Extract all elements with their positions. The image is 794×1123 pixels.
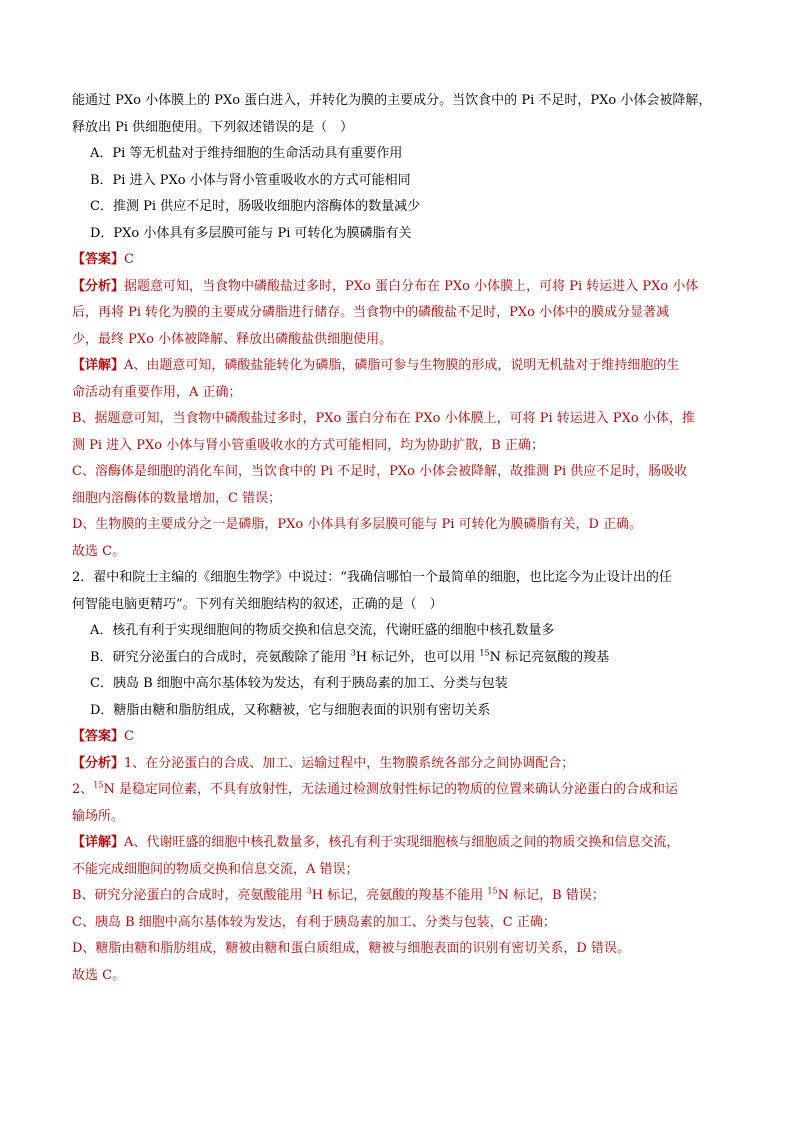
q1-stem-line-1: 能通过 PXo 小体膜上的 PXo 蛋白进入，并转化为膜的主要成分。当饮食中的 Pi 不足时，PXo 小体会被降解， bbox=[72, 93, 712, 108]
q2-option-a: A．核孔有利于实现细胞间的物质交换和信息交流，代谢旺盛的细胞中核孔数量多 bbox=[90, 623, 555, 638]
q2-analysis-2-pre: 2、 bbox=[72, 782, 94, 797]
q2-option-b-mid: H 标记外，也可以用 bbox=[355, 649, 480, 665]
q1-detail-line-1 bbox=[72, 353, 732, 380]
q2-analysis-line-3: 输场所。 bbox=[72, 808, 125, 824]
q2-detail-3-sup-15: 15 bbox=[487, 886, 498, 896]
q2-answer-tag: 【答案】 bbox=[72, 729, 125, 744]
q1-detail-line-6: 细胞内溶酶体的数量增加，C 错误； bbox=[72, 490, 282, 506]
document-page bbox=[72, 88, 732, 989]
q1-analysis-tag: 【分析】 bbox=[72, 278, 125, 294]
q1-analysis-line-3: 少，最终 PXo 小体被降解、释放出磷酸盐供细胞使用。 bbox=[72, 331, 393, 347]
q2-analysis-2-post: N 是稳定同位素，不具有放射性，无法通过检测放射性标记的物质的位置来确认分泌蛋白的合成和运 bbox=[103, 782, 678, 797]
q2-option-b-sup-15: 15 bbox=[479, 648, 490, 658]
q1-stem-line-2: 释放出 Pi 供细胞使用。下列叙述错误的是（ ） bbox=[72, 119, 354, 135]
q1-option-b: B．Pi 进入 PXo 小体与肾小管重吸收水的方式可能相同 bbox=[90, 172, 411, 188]
q2-option-b-pre: B．研究分泌蛋白的合成时，亮氨酸除了能用 bbox=[90, 649, 351, 665]
q2-detail-text-1: A、代谢旺盛的细胞中核孔数量多，核孔有利于实现细胞核与细胞质之间的物质交换和信息交流， bbox=[124, 835, 680, 850]
q1-analysis-line-1 bbox=[72, 274, 732, 301]
q2-analysis-line-2 bbox=[72, 777, 732, 804]
q2-detail-line-3 bbox=[72, 883, 732, 910]
q2-option-b-post: N 标记亮氨酸的羧基 bbox=[489, 649, 610, 665]
q2-detail-3-post: N 标记，B 错误； bbox=[497, 888, 605, 903]
q2-analysis-line-1 bbox=[72, 751, 732, 778]
q1-detail-line-2: 命活动有重要作用，A 正确； bbox=[72, 384, 242, 400]
q2-detail-3-mid: H 标记，亮氨酸的羧基不能用 bbox=[311, 888, 488, 903]
q2-option-b-sup-3: 3 bbox=[350, 648, 356, 658]
q1-option-c: C．推测 Pi 供应不足时，肠吸收细胞内溶酶体的数量减少 bbox=[90, 199, 421, 214]
q1-detail-line-7: D、生物膜的主要成分之一是磷脂，PXo 小体具有多层膜可能与 Pi 可转化为膜磷脂有关，D 正确。 bbox=[72, 517, 643, 532]
q2-detail-line-1 bbox=[72, 830, 732, 857]
q1-detail-line-5: C、溶酶体是细胞的消化车间，当饮食中的 Pi 不足时，PXo 小体会被降解，故推测 Pi 供应不足时，肠吸收 bbox=[72, 464, 688, 479]
q2-answer bbox=[72, 724, 732, 751]
q1-detail-line-8: 故选 C。 bbox=[72, 543, 126, 559]
q2-detail-line-2: 不能完成细胞间的物质交换和信息交流，A 错误； bbox=[72, 861, 359, 877]
q1-detail-line-4: 测 Pi 进入 PXo 小体与肾小管重吸收水的方式可能相同，均为协助扩散，B 正确； bbox=[72, 437, 544, 453]
q1-detail-tag: 【详解】 bbox=[72, 358, 125, 373]
q2-option-c: C．胰岛 B 细胞中高尔基体较为发达，有利于胰岛素的加工、分类与包装 bbox=[90, 676, 508, 691]
q1-answer bbox=[72, 247, 732, 274]
q2-detail-line-5: D、糖脂由糖和脂肪组成，糖被由糖和蛋白质组成，糖被与细胞表面的识别有密切关系，D 错误。 bbox=[72, 941, 630, 956]
q2-detail-tag: 【详解】 bbox=[72, 835, 125, 850]
q2-detail-3-pre: B、研究分泌蛋白的合成时，亮氨酸能用 bbox=[72, 888, 307, 903]
q1-option-d: D．PXo 小体具有多层膜可能与 Pi 可转化为膜磷脂有关 bbox=[90, 225, 412, 241]
q2-stem-line-2: 何智能电脑更精巧”。下列有关细胞结构的叙述，正确的是（ ） bbox=[72, 596, 443, 612]
q1-detail-text-1: A、由题意可知，磷酸盐能转化为磷脂，磷脂可参与生物膜的形成，说明无机盐对于维持细胞的生 bbox=[124, 358, 680, 373]
q2-detail-line-4: C、胰岛 B 细胞中高尔基体较为发达，有利于胰岛素的加工、分类与包装，C 正确； bbox=[72, 914, 556, 930]
q2-detail-line-6: 故选 C。 bbox=[72, 967, 126, 983]
q1-option-a: A．Pi 等无机盐对于维持细胞的生命活动具有重要作用 bbox=[90, 146, 403, 161]
q2-option-d: D．糖脂由糖和脂肪组成，又称糖被，它与细胞表面的识别有密切关系 bbox=[90, 702, 491, 718]
q2-analysis-2-sup: 15 bbox=[93, 780, 104, 790]
q2-answer-value: C bbox=[124, 729, 134, 744]
q1-answer-value: C bbox=[124, 252, 134, 267]
q1-analysis-line-2: 后，再将 Pi 转化为膜的主要成分磷脂进行储存。当食物中的磷酸盐不足时，PXo 小体中的膜成分显著减 bbox=[72, 305, 670, 320]
q1-analysis-text-1: 据题意可知，当食物中磷酸盐过多时，PXo 蛋白分布在 PXo 小体膜上，可将 Pi 转运进入 PXo 小体 bbox=[124, 278, 699, 294]
q1-detail-line-3: B、据题意可知，当食物中磷酸盐过多时，PXo 蛋白分布在 PXo 小体膜上，可将 Pi 转运进入 PXo 小体，推 bbox=[72, 411, 695, 426]
q2-option-b bbox=[72, 645, 732, 672]
q2-analysis-tag: 【分析】 bbox=[72, 755, 125, 771]
q1-answer-tag: 【答案】 bbox=[72, 252, 125, 267]
q2-detail-3-sup-3: 3 bbox=[306, 886, 312, 896]
q2-stem-line-1: 2．翟中和院士主编的《细胞生物学》中说过：“我确信哪怕一个最简单的细胞，也比迄今为止设计出的任 bbox=[72, 570, 672, 585]
q2-analysis-text-1: 1、在分泌蛋白的合成、加工、运输过程中，生物膜系统各部分之间协调配合； bbox=[124, 755, 575, 771]
